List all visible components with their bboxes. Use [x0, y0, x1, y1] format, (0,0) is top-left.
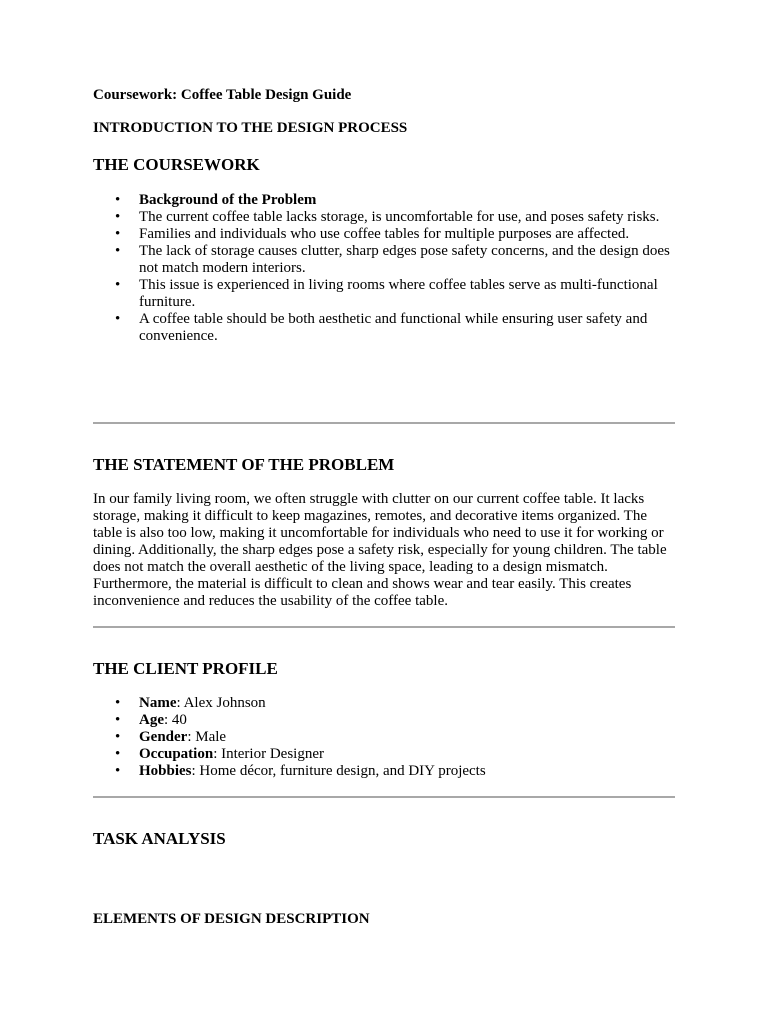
field-label: Occupation — [139, 746, 214, 762]
list-item — [93, 226, 675, 243]
list-item — [93, 311, 675, 345]
list-item-text: Families and individuals who use coffee tables for multiple purposes are affected. — [139, 226, 630, 242]
list-item — [93, 209, 675, 226]
list-item — [93, 729, 675, 746]
list-item — [93, 746, 675, 763]
bullet-icon: • — [115, 729, 121, 745]
field-label: Hobbies — [139, 763, 192, 779]
list-item-text: The current coffee table lacks storage, is uncomfortable for use, and poses safety risks. — [139, 209, 660, 225]
coursework-heading: THE COURSEWORK — [93, 155, 260, 174]
list-item — [93, 277, 675, 311]
document-title: Coursework: Coffee Table Design Guide — [93, 87, 352, 103]
list-item — [93, 243, 675, 277]
field-label: Age — [139, 712, 164, 728]
section-divider — [93, 422, 675, 424]
elements-heading: ELEMENTS OF DESIGN DESCRIPTION — [93, 911, 370, 927]
intro-heading: INTRODUCTION TO THE DESIGN PROCESS — [93, 120, 408, 136]
bullet-icon: • — [115, 243, 121, 259]
problem-paragraph: In our family living room, we often struggle with clutter on our current coffee table. It lacks storage, making it difficult to keep magazines, remotes, and decorative items organized. The table is also too low, making it uncomfortable for individuals who need to use it for working or dining. Additionally, the sharp edges pose a safety risk, especially for young children. The table does not match the overall aesthetic of the living space, leading to a design mismatch. Furthermore, the material is difficult to clean and shows wear and tear easily. This creates inconvenience and reduces the usability of the coffee table. — [93, 491, 667, 609]
list-item — [93, 712, 675, 729]
section-divider — [93, 626, 675, 628]
bullet-icon: • — [115, 763, 121, 779]
list-item-text: Background of the Problem — [139, 192, 317, 208]
field-value: : Alex Johnson — [176, 695, 266, 711]
bullet-icon: • — [115, 695, 121, 711]
field-value: : 40 — [164, 712, 187, 728]
bullet-icon: • — [115, 746, 121, 762]
section-divider — [93, 796, 675, 798]
bullet-icon: • — [115, 226, 121, 242]
list-item — [93, 763, 675, 780]
field-label: Name — [139, 695, 177, 711]
list-item — [93, 192, 675, 209]
coursework-list — [93, 192, 675, 345]
list-item-text: A coffee table should be both aesthetic and functional while ensuring user safety and convenience. — [139, 311, 648, 344]
field-value: : Interior Designer — [213, 746, 324, 762]
bullet-icon: • — [115, 311, 121, 327]
field-value: : Male — [187, 729, 227, 745]
bullet-icon: • — [115, 192, 121, 208]
list-item-text: This issue is experienced in living rooms where coffee tables serve as multi-functional furniture. — [139, 277, 658, 310]
client-heading: THE CLIENT PROFILE — [93, 659, 278, 678]
list-item-text: The lack of storage causes clutter, sharp edges pose safety concerns, and the design does not match modern interiors. — [139, 243, 670, 276]
bullet-icon: • — [115, 209, 121, 225]
bullet-icon: • — [115, 712, 121, 728]
task-analysis-heading: TASK ANALYSIS — [93, 829, 226, 848]
client-profile-list — [93, 695, 675, 780]
problem-heading: THE STATEMENT OF THE PROBLEM — [93, 455, 395, 474]
field-label: Gender — [139, 729, 188, 745]
list-item — [93, 695, 675, 712]
bullet-icon: • — [115, 277, 121, 293]
field-value: : Home décor, furniture design, and DIY projects — [191, 763, 486, 779]
